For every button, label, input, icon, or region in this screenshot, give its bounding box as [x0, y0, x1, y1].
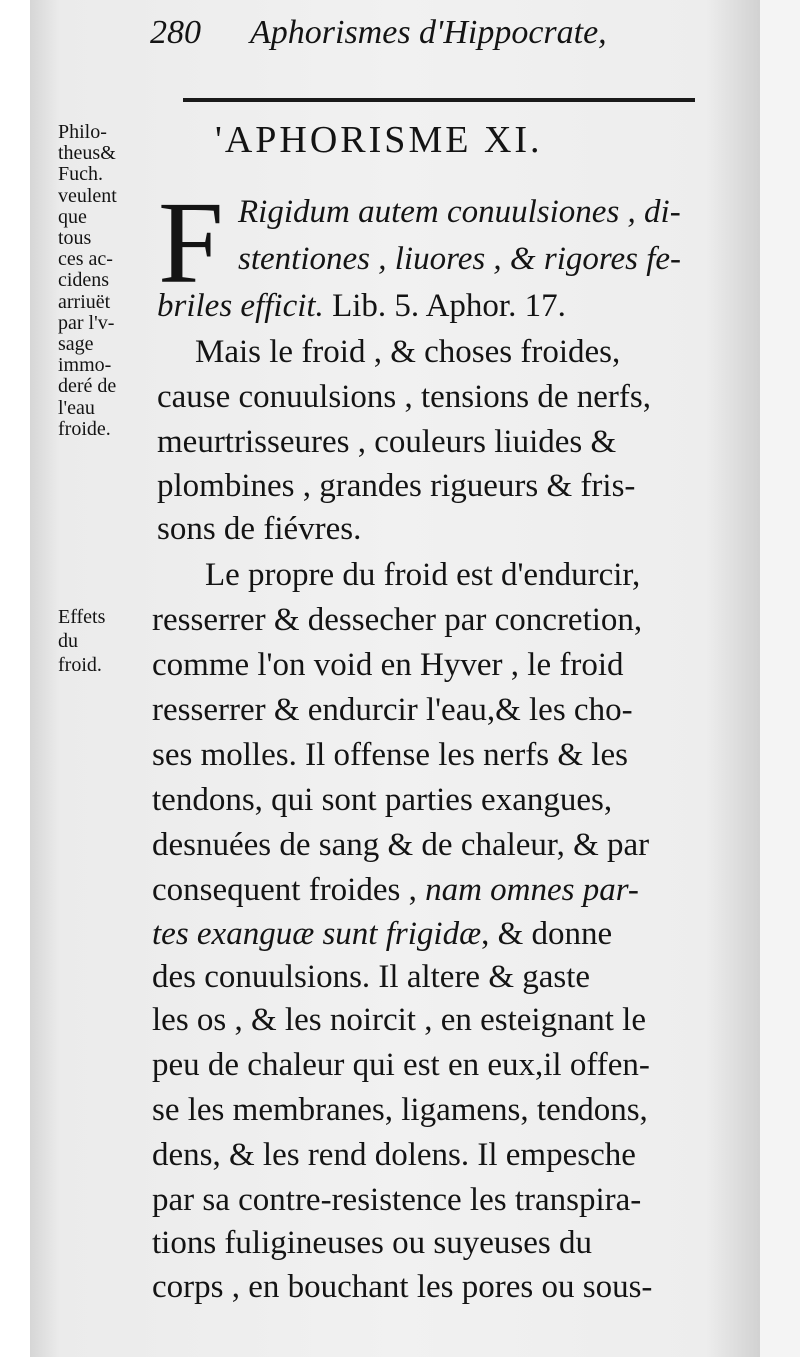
margin-note-line: arriuët	[58, 290, 111, 313]
margin-note-line: immo-	[58, 354, 112, 377]
paragraph2-line: corps , en bouchant les pores ou sous-	[152, 1269, 653, 1305]
paragraph2-line: ses molles. Il offense les nerfs & les	[152, 737, 628, 773]
latin-line	[157, 285, 566, 327]
latin-line: Rigidum autem conuulsiones , di-	[238, 194, 681, 230]
margin-note-line: ces ac-	[58, 248, 113, 271]
facing-page-edge	[760, 0, 800, 1357]
paragraph2-line: des conuulsions. Il altere & gaste	[152, 959, 591, 995]
margin-note-line: Philo-	[58, 121, 107, 143]
paragraph2-line: comme l'on void en Hyver , le froid	[152, 647, 624, 683]
paragraph2-line: se les membranes, ligamens, tendons,	[152, 1092, 648, 1128]
latin-text: briles efficit.	[157, 288, 324, 324]
french-text: , & donne	[481, 916, 613, 952]
page-number: 280	[150, 14, 201, 51]
running-title: Aphorismes d'Hippocrate,	[250, 14, 607, 51]
paragraph2-line	[152, 913, 612, 955]
latin-quote: nam omnes par-	[425, 872, 639, 908]
header-rule	[183, 98, 695, 102]
aphorism-reference: Lib. 5. Aphor. 17.	[332, 288, 566, 324]
paragraph2-line: resserrer & endurcir l'eau,& les cho-	[152, 692, 633, 728]
paragraph1-line: Mais le froid , & choses froides,	[195, 334, 621, 370]
paragraph1-line: plombines , grandes rigueurs & fris-	[157, 468, 636, 504]
margin-note-line: tous	[58, 227, 92, 250]
margin-note-line: que	[58, 205, 87, 228]
paragraph2-line: par sa contre-resistence les transpira-	[152, 1182, 642, 1218]
margin-note-line: sage	[58, 333, 94, 356]
paragraph2-line	[152, 869, 639, 911]
margin-note-line: theus&	[58, 142, 116, 165]
margin-note-line: froid.	[58, 654, 102, 676]
paragraph1-line: sons de fiévres.	[157, 511, 362, 547]
paragraph1-line: cause conuulsions , tensions de nerfs,	[157, 379, 651, 415]
latin-quote: tes exanguæ sunt frigidæ	[152, 916, 482, 952]
margin-note-sources	[58, 122, 117, 440]
margin-note-line: deré de	[58, 375, 117, 398]
paragraph2-line: tions fuligineuses ou suyeuses du	[152, 1225, 592, 1261]
margin-note-line: l'eau	[58, 396, 95, 419]
paragraph2-line: peu de chaleur qui est en eux,il offen-	[152, 1047, 650, 1083]
french-text: consequent froides ,	[152, 872, 417, 908]
paragraph1-line: meurtrisseures , couleurs liuides &	[157, 424, 617, 460]
margin-note-line: veulent	[58, 184, 117, 207]
latin-line: stentiones , liuores , & rigores fe-	[238, 241, 682, 277]
margin-note-line: du	[58, 630, 78, 652]
paragraph2-line: tendons, qui sont parties exangues,	[152, 782, 613, 818]
paragraph2-line: Le propre du froid est d'endurcir,	[205, 557, 641, 593]
paragraph2-line: desnuées de sang & de chaleur, & par	[152, 827, 650, 863]
margin-note-effects	[58, 605, 105, 677]
margin-note-line: Effets	[58, 606, 106, 628]
aphorism-heading: 'APHORISME XI.	[215, 119, 543, 161]
drop-cap: F	[158, 177, 224, 308]
page-header	[150, 14, 607, 52]
margin-note-line: par l'v-	[58, 311, 115, 334]
paragraph2-line: les os , & les noircit , en esteignant le	[152, 1002, 646, 1038]
paragraph2-line: resserrer & dessecher par concretion,	[152, 602, 643, 638]
margin-note-line: Fuch.	[58, 163, 103, 186]
margin-note-line: froide.	[58, 417, 111, 440]
margin-note-line: cidens	[58, 269, 110, 292]
paragraph2-line: dens, & les rend dolens. Il empesche	[152, 1137, 636, 1173]
